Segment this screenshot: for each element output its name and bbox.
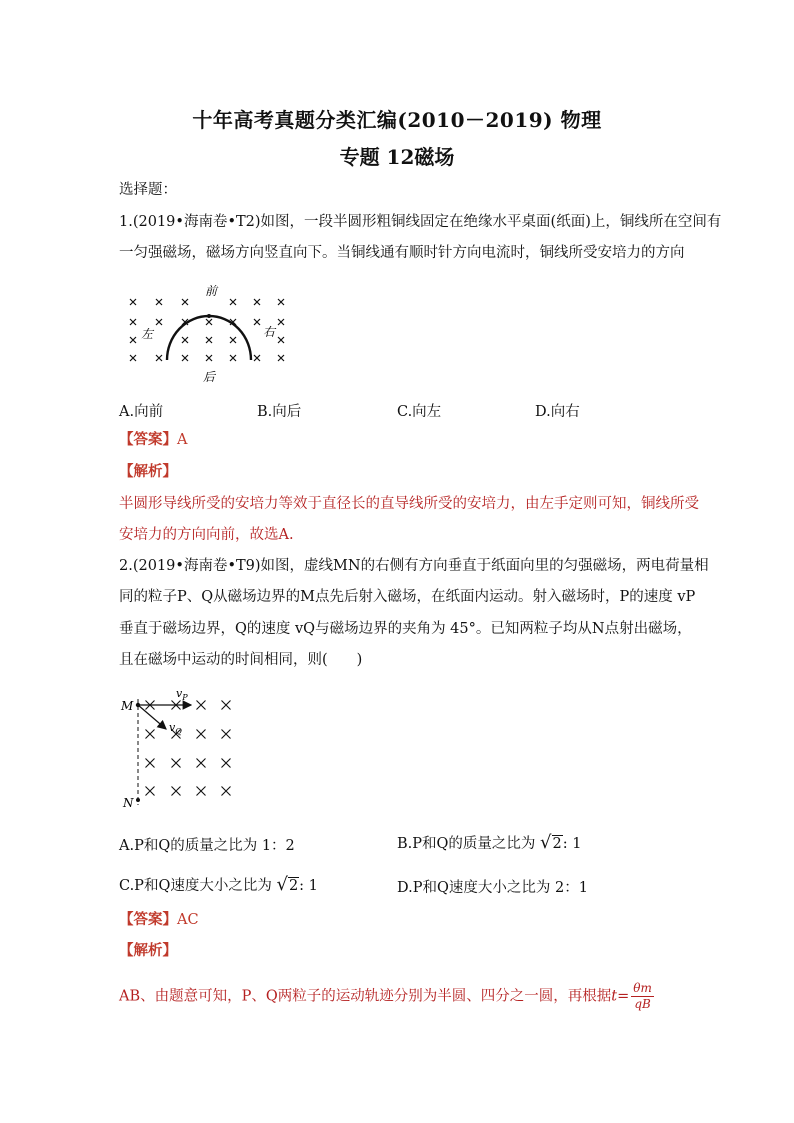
- formula-fraction: [631, 981, 654, 1012]
- label-left: 左: [141, 327, 154, 341]
- formula-denominator: qB: [634, 997, 651, 1011]
- label-n: N: [123, 796, 134, 810]
- field-cross: [172, 759, 181, 768]
- field-cross: [197, 701, 206, 710]
- point-n-dot: [136, 798, 140, 802]
- q2-option-d: D.P和Q速度大小之比为 2：1: [397, 880, 588, 896]
- sqrt-radicand: 2: [552, 836, 562, 852]
- field-cross: [130, 299, 136, 305]
- field-cross: [156, 299, 162, 305]
- label-back: 后: [203, 370, 216, 384]
- magnetic-field-crosses: [146, 701, 231, 796]
- option-b-ratio: : 1: [562, 836, 582, 852]
- q2-text-line-2: 同的粒子P、Q从磁场边界的M点先后射入磁场，在纸面内运动。射入磁场时，P的速度 vP: [119, 589, 696, 605]
- field-cross: [278, 299, 284, 305]
- answer-tag: 【答案】: [119, 911, 177, 928]
- q1-answer: [119, 431, 679, 449]
- field-cross: [172, 787, 181, 796]
- field-cross: [156, 319, 162, 325]
- label-vp-sub: P: [182, 693, 188, 702]
- field-cross: [197, 730, 206, 739]
- field-cross: [278, 319, 284, 325]
- q1-option-a: A.向前: [119, 404, 164, 420]
- q1-option-d: D.向右: [535, 404, 580, 420]
- field-cross: [230, 355, 236, 361]
- wire-midpoint-dot: [207, 314, 211, 318]
- label-front: 前: [205, 284, 218, 298]
- formula-numerator: θm: [633, 981, 652, 995]
- field-cross: [222, 730, 231, 739]
- sqrt-symbol: √2: [540, 832, 562, 853]
- magnetic-field-crosses: [130, 299, 284, 361]
- analysis-tag: 【解析】: [119, 942, 177, 959]
- label-vq: v: [169, 721, 176, 734]
- field-cross: [182, 337, 188, 343]
- field-cross: [254, 355, 260, 361]
- answer-value: AC: [177, 912, 199, 928]
- field-cross: [222, 787, 231, 796]
- svg-text:vP: [176, 687, 188, 702]
- field-cross: [197, 787, 206, 796]
- sqrt-symbol: √2: [276, 874, 299, 895]
- label-m: M: [121, 699, 134, 713]
- q2-text-line-3: 垂直于磁场边界，Q的速度 vQ与磁场边界的夹角为 45°。已知两粒子均从N点射出磁场，: [119, 621, 692, 637]
- q2-text-line-4: 且在磁场中运动的时间相同，则( ): [119, 652, 363, 668]
- label-vp: v: [176, 687, 183, 700]
- field-cross: [130, 355, 136, 361]
- q1-option-b: B.向后: [257, 404, 302, 420]
- field-cross: [130, 337, 136, 343]
- answer-value: A: [177, 432, 188, 448]
- field-cross: [182, 299, 188, 305]
- field-cross: [278, 355, 284, 361]
- svg-text:vQ: [169, 721, 182, 736]
- field-cross: [197, 759, 206, 768]
- q2-answer: [119, 911, 679, 929]
- field-cross: [156, 355, 162, 361]
- q1-analysis-line-2: 安培力的方向向前，故选A.: [119, 527, 294, 543]
- field-cross: [222, 759, 231, 768]
- option-b-text: B.P和Q的质量之比为: [397, 836, 536, 852]
- formula-lhs: t=: [611, 988, 630, 1005]
- q1-text-line-1: 1.(2019•海南卷•T2)如图，一段半圆形粗铜线固定在绝缘水平桌面(纸面)上，铜线所在空间有: [119, 214, 722, 230]
- field-cross: [206, 355, 212, 361]
- q1-figure: [119, 278, 299, 386]
- q1-text-line-2: 一匀强磁场，磁场方向竖直向下。当铜线通有顺时针方向电流时，铜线所受安培力的方向: [119, 245, 685, 261]
- section-label: 选择题：: [119, 182, 177, 198]
- q2-option-c: [119, 874, 318, 895]
- analysis-tag: 【解析】: [119, 463, 177, 480]
- field-cross: [230, 299, 236, 305]
- label-vq-sub: Q: [175, 727, 182, 736]
- field-cross: [278, 337, 284, 343]
- q1-analysis-line-1: 半圆形导线所受的安培力等效于直径长的直导线所受的安培力，由左手定则可知，铜线所受: [119, 496, 699, 512]
- sqrt-radicand: 2: [288, 878, 299, 894]
- field-cross: [130, 319, 136, 325]
- field-cross: [230, 337, 236, 343]
- field-cross: [206, 319, 212, 325]
- field-cross: [146, 787, 155, 796]
- answer-tag: 【答案】: [119, 431, 177, 448]
- option-c-text: C.P和Q速度大小之比为: [119, 878, 272, 894]
- document-title: 十年高考真题分类汇编(2010－2019) 物理: [192, 108, 602, 132]
- field-cross: [222, 701, 231, 710]
- field-cross: [254, 319, 260, 325]
- document-subtitle: 专题 12磁场: [339, 145, 455, 169]
- option-c-ratio: : 1: [299, 878, 318, 894]
- field-cross: [206, 337, 212, 343]
- field-cross: [146, 759, 155, 768]
- field-cross: [182, 355, 188, 361]
- field-cross: [254, 299, 260, 305]
- analysis-text: AB、由题意可知，P、Q两粒子的运动轨迹分别为半圆、四分之一圆，再根据: [119, 988, 612, 1005]
- q2-text-line-1: 2.(2019•海南卷•T9)如图，虚线MN的右侧有方向垂直于纸面向里的匀强磁场，两电荷量相: [119, 558, 709, 574]
- q1-option-c: C.向左: [397, 404, 442, 420]
- q2-analysis-line-1: [119, 981, 679, 1012]
- velocity-q-arrow: [138, 705, 166, 729]
- q2-analysis-tag: [119, 942, 679, 960]
- q2-option-a: A.P和Q的质量之比为 1：2: [119, 838, 295, 854]
- label-right: 右: [263, 325, 276, 339]
- q2-figure: [119, 683, 249, 815]
- field-cross: [146, 730, 155, 739]
- q2-option-b: [397, 832, 581, 853]
- q1-analysis-tag: [119, 463, 679, 481]
